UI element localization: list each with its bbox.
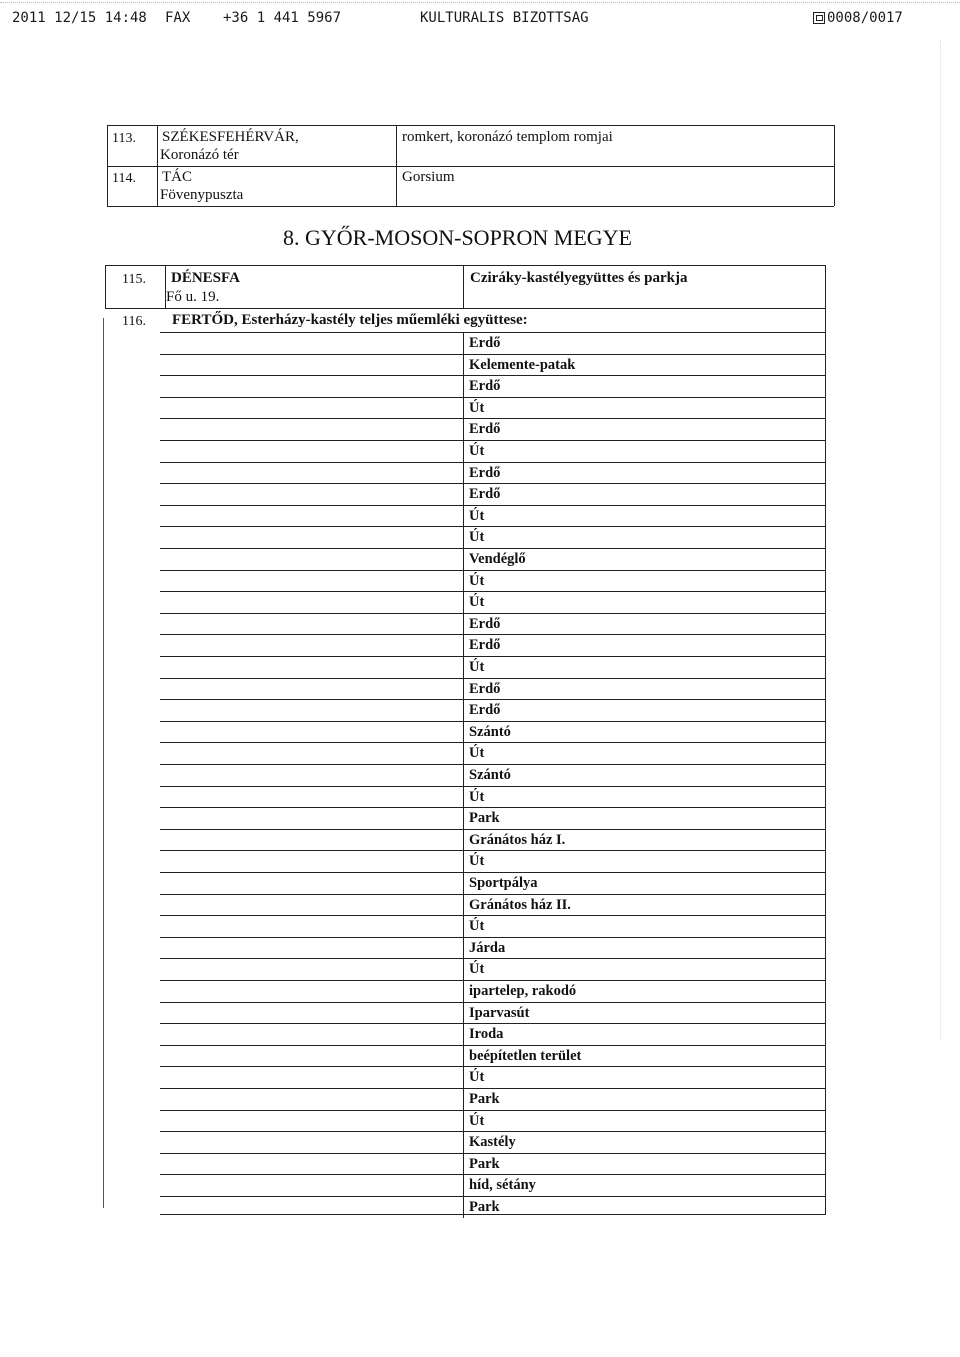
ensemble-item: Szántó <box>469 724 511 740</box>
row-divider <box>160 850 825 851</box>
column-divider <box>463 397 464 419</box>
row-divider <box>160 1131 825 1132</box>
row-divider <box>160 548 825 549</box>
row-divider <box>160 1002 825 1003</box>
ensemble-item: Park <box>469 1199 500 1215</box>
ensemble-item: Gránátos ház II. <box>469 897 571 913</box>
row-divider <box>160 570 825 571</box>
ensemble-item: Vendéglő <box>469 551 526 567</box>
ensemble-item: Út <box>469 853 485 869</box>
monument-description: Gorsium <box>402 169 455 185</box>
column-divider <box>463 440 464 462</box>
fax-number: +36 1 441 5967 <box>223 10 342 26</box>
column-divider <box>463 807 464 829</box>
row-divider <box>160 656 825 657</box>
ensemble-item: ipartelep, rakodó <box>469 983 577 999</box>
row-divider <box>160 354 825 355</box>
row-divider <box>160 1110 825 1111</box>
left-border-line <box>103 318 104 1208</box>
ensemble-title: FERTŐD, Esterházy-kastély teljes műemléki együttese: <box>172 312 528 328</box>
row-divider <box>160 872 825 873</box>
column-divider <box>463 570 464 592</box>
ensemble-item: Park <box>469 810 500 826</box>
ensemble-item: Erdő <box>469 637 501 653</box>
ensemble-item: Erdő <box>469 378 501 394</box>
ensemble-item: Út <box>469 918 485 934</box>
row-divider <box>160 418 825 419</box>
row-number: 116. <box>122 314 146 329</box>
column-divider <box>463 634 464 656</box>
column-divider <box>463 937 464 959</box>
column-divider <box>463 1002 464 1024</box>
ensemble-item: beépítetlen terület <box>469 1048 582 1064</box>
column-divider <box>463 462 464 484</box>
row-divider <box>160 807 825 808</box>
column-divider <box>463 656 464 678</box>
column-divider <box>463 526 464 548</box>
row-divider <box>160 699 825 700</box>
row-divider <box>160 375 825 376</box>
row-divider <box>160 958 825 959</box>
column-divider <box>463 699 464 721</box>
row-divider <box>160 894 825 895</box>
ensemble-item: Út <box>469 594 485 610</box>
ensemble-item: Út <box>469 1069 485 1085</box>
row-number: 115. <box>122 272 146 287</box>
ensemble-item: Kastély <box>469 1134 516 1150</box>
column-divider <box>463 678 464 700</box>
column-divider <box>463 483 464 505</box>
column-divider <box>463 1174 464 1196</box>
fax-header <box>0 8 960 30</box>
column-divider <box>463 980 464 1002</box>
ensemble-item: Út <box>469 573 485 589</box>
county-title: 8. GYŐR-MOSON-SOPRON MEGYE <box>283 225 632 250</box>
row-divider <box>160 483 825 484</box>
column-divider <box>463 958 464 980</box>
ensemble-item: híd, sétány <box>469 1177 536 1193</box>
row-divider <box>160 764 825 765</box>
row-divider <box>160 1088 825 1089</box>
column-divider <box>463 915 464 937</box>
row-divider <box>160 462 825 463</box>
ensemble-item: Út <box>469 789 485 805</box>
ensemble-item: Út <box>469 400 485 416</box>
column-divider <box>463 1110 464 1132</box>
column-divider <box>463 548 464 570</box>
row-divider <box>160 1023 825 1024</box>
ensemble-item: Út <box>469 529 485 545</box>
place-address: Fövenypuszta <box>160 187 244 203</box>
row-divider <box>160 980 825 981</box>
row-divider <box>160 1066 825 1067</box>
row-divider <box>160 915 825 916</box>
ensemble-item: Erdő <box>469 702 501 718</box>
column-divider <box>463 742 464 764</box>
row-divider <box>160 591 825 592</box>
place-name: DÉNESFA <box>171 270 240 286</box>
ensemble-item: Erdő <box>469 465 501 481</box>
ensemble-item: Iroda <box>469 1026 504 1042</box>
column-divider <box>463 829 464 851</box>
row-divider <box>160 505 825 506</box>
column-divider <box>463 591 464 613</box>
row-divider <box>160 397 825 398</box>
column-divider <box>463 613 464 635</box>
row-divider <box>160 1174 825 1175</box>
column-divider <box>463 354 464 376</box>
row-divider <box>160 440 825 441</box>
ensemble-item: Kelemente-patak <box>469 357 576 373</box>
column-divider <box>463 1153 464 1175</box>
fax-sender: KULTURALIS BIZOTTSAG <box>420 10 589 26</box>
column-divider <box>463 1131 464 1153</box>
ensemble-item: Erdő <box>469 616 501 632</box>
ensemble-item: Park <box>469 1091 500 1107</box>
monument-description: Cziráky-kastélyegyüttes és parkja <box>470 270 688 286</box>
scan-artifact-line <box>940 40 941 1040</box>
column-divider <box>463 1023 464 1045</box>
column-divider <box>463 1066 464 1088</box>
ensemble-item: Erdő <box>469 421 501 437</box>
row-divider <box>160 613 825 614</box>
column-divider <box>463 872 464 894</box>
fax-page-indicator: 0008/0017 <box>813 10 903 26</box>
row-divider <box>160 678 825 679</box>
column-divider <box>463 764 464 786</box>
fax-label: FAX <box>165 10 191 26</box>
row-divider <box>160 332 825 333</box>
row-divider <box>160 829 825 830</box>
column-divider <box>463 1196 464 1218</box>
row-divider <box>160 786 825 787</box>
column-divider <box>463 1045 464 1067</box>
column-divider <box>463 894 464 916</box>
column-divider <box>463 1088 464 1110</box>
row-divider <box>160 1153 825 1154</box>
fax-icon <box>813 12 825 24</box>
row-divider <box>160 742 825 743</box>
ensemble-item: Út <box>469 1113 485 1129</box>
row-number: 114. <box>112 171 136 186</box>
place-address: Koronázó tér <box>160 147 239 163</box>
fax-datetime: 2011 12/15 14:48 <box>12 10 147 26</box>
place-address: Fő u. 19. <box>166 289 220 305</box>
ensemble-item: Sportpálya <box>469 875 538 891</box>
column-divider <box>463 721 464 743</box>
ensemble-item: Erdő <box>469 486 501 502</box>
row-divider <box>160 937 825 938</box>
ensemble-item: Út <box>469 443 485 459</box>
column-divider <box>463 786 464 808</box>
row-divider <box>160 721 825 722</box>
row-divider <box>160 526 825 527</box>
column-divider <box>463 850 464 872</box>
ensemble-item: Út <box>469 961 485 977</box>
row-divider <box>160 1045 825 1046</box>
ensemble-item: Erdő <box>469 335 501 351</box>
ensemble-item: Park <box>469 1156 500 1172</box>
column-divider <box>463 505 464 527</box>
row-divider <box>160 1196 825 1197</box>
ensemble-item: Út <box>469 659 485 675</box>
ensemble-item: Iparvasút <box>469 1005 530 1021</box>
place-name: SZÉKESFEHÉRVÁR, <box>162 129 299 145</box>
ensemble-item: Út <box>469 508 485 524</box>
place-name: TÁC <box>162 169 192 185</box>
ensemble-item: Járda <box>469 940 506 956</box>
column-divider <box>463 332 464 354</box>
ensemble-item: Gránátos ház I. <box>469 832 566 848</box>
ensemble-item: Erdő <box>469 681 501 697</box>
column-divider <box>463 375 464 397</box>
ensemble-item: Út <box>469 745 485 761</box>
row-number: 113. <box>112 131 136 146</box>
ensemble-item: Szántó <box>469 767 511 783</box>
monument-description: romkert, koronázó templom romjai <box>402 129 613 145</box>
row-divider <box>160 634 825 635</box>
column-divider <box>463 418 464 440</box>
scan-top-edge <box>0 2 960 3</box>
